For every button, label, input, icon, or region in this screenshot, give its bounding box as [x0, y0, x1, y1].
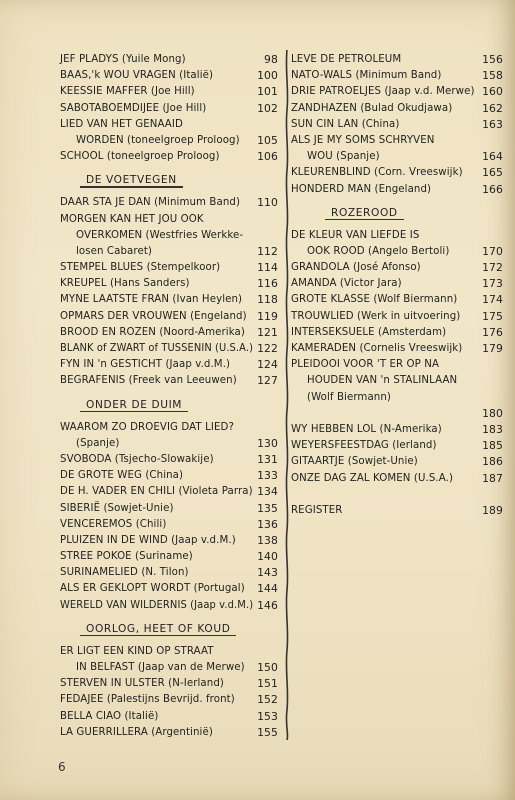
entry-page-number: 119: [257, 309, 278, 323]
entry-title: HOUDEN VAN 'n STALINLAAN: [307, 375, 458, 387]
toc-entry[interactable]: [291, 357, 503, 373]
entry-page-number: 158: [482, 69, 503, 83]
entry-page-number: 186: [482, 455, 503, 469]
toc-entry[interactable]: [60, 565, 278, 581]
entry-title: INTERSEKSUELE (Amsterdam): [291, 326, 447, 338]
entry-title: BLANK of ZWART of TUSSENIN (U.S.A.): [60, 343, 254, 354]
entry-title: IN BELFAST (Jaap van de Merwe): [76, 662, 245, 673]
entry-page-number: 166: [482, 182, 503, 196]
toc-entry[interactable]: [60, 195, 278, 211]
entry-page-number: 150: [257, 661, 278, 674]
toc-entry[interactable]: [60, 357, 278, 373]
entry-title: ZANDHAZEN (Bulad Okudjawa): [291, 102, 453, 114]
toc-entry[interactable]: [60, 52, 278, 68]
section-title: DE VOETVEGEN: [86, 174, 177, 187]
entry-page-number: 124: [257, 358, 278, 372]
entry-title: REGISTER: [291, 504, 343, 516]
entry-title: LA GUERRILLERA (Argentinië): [60, 726, 213, 738]
entry-title: SABOTABOEMDIJEE (Joe Hill): [60, 102, 207, 114]
entry-page-number: 176: [482, 325, 503, 339]
entry-page-number: 173: [482, 277, 503, 291]
entry-title: HONDERD MAN (Engeland): [291, 183, 432, 195]
entry-page-number: 131: [257, 452, 278, 466]
entry-title: BELLA CIAO (Italië): [60, 710, 159, 722]
section-underline: [325, 219, 404, 221]
toc-entry[interactable]: [291, 101, 503, 117]
entry-title: (Wolf Biermann): [307, 391, 391, 403]
toc-entry[interactable]: [60, 133, 278, 149]
toc-entry[interactable]: [60, 725, 278, 741]
entry-page-number: 105: [257, 133, 278, 147]
entry-title: TROUWLIED (Werk in uitvoering): [291, 310, 461, 322]
entry-title: STEMPEL BLUES (Stempelkoor): [60, 262, 221, 274]
entry-page-number: 172: [482, 261, 503, 275]
entry-title: SURINAMELIED (N. Tilon): [60, 567, 189, 579]
toc-entry[interactable]: [291, 117, 503, 133]
entry-page-number: 146: [257, 598, 278, 612]
section-title: ROZEROOD: [331, 206, 398, 219]
toc-entry[interactable]: [60, 484, 278, 500]
toc-entry[interactable]: [60, 692, 278, 708]
entry-page-number: 155: [257, 725, 278, 739]
entry-page-number: 106: [257, 150, 278, 164]
entry-page-number: 144: [257, 582, 278, 596]
entry-page-number: 165: [482, 166, 503, 180]
toc-entry[interactable]: [291, 390, 503, 406]
entry-page-number: 112: [257, 244, 278, 258]
entry-page-number: 114: [257, 261, 278, 275]
entry-title: NATO-WALS (Minimum Band): [291, 70, 442, 82]
toc-entry[interactable]: [60, 244, 278, 260]
entry-title: SVOBODA (Tsjecho-Slowakije): [60, 453, 214, 465]
entry-page-number: 136: [257, 517, 278, 531]
entry-title: DE GROTE WEG (China): [60, 470, 184, 482]
entry-title: FYN IN 'n GESTICHT (Jaap v.d.M.): [60, 359, 231, 371]
toc-entry[interactable]: [291, 182, 503, 198]
entry-title: BAAS,'k WOU VRAGEN (Italië): [60, 70, 214, 82]
toc-entry[interactable]: [60, 292, 278, 308]
entry-title: KLEURENBLIND (Corn. Vreeswijk): [291, 167, 463, 179]
entry-title: ALS JE MY SOMS SCHRYVEN: [291, 134, 435, 146]
entry-page-number: 116: [257, 277, 278, 291]
entry-title: AMANDA (Victor Jara): [291, 278, 402, 290]
entry-page-number: 102: [257, 101, 278, 115]
entry-page-number: 122: [257, 342, 278, 355]
entry-page-number: 174: [482, 293, 503, 307]
entry-title: WEYERSFEESTDAG (Ierland): [291, 440, 437, 452]
section-title: OORLOG, HEET OF KOUD: [86, 622, 231, 635]
toc-entry[interactable]: [291, 244, 503, 260]
entry-title: STREE POKOE (Suriname): [60, 551, 193, 563]
toc-entry[interactable]: [291, 341, 503, 357]
entry-title: ONZE DAG ZAL KOMEN (U.S.A.): [291, 472, 454, 484]
toc-entry[interactable]: [291, 165, 503, 181]
entry-title: MORGEN KAN HET JOU OOK: [60, 213, 204, 225]
toc-entry[interactable]: [60, 452, 278, 468]
entry-page-number: 153: [257, 709, 278, 723]
entry-title: GITAARTJE (Sowjet-Unie): [291, 456, 418, 468]
entry-title: KREUPEL (Hans Sanders): [60, 278, 190, 290]
entry-title: DAAR STA JE DAN (Minimum Band): [60, 197, 241, 209]
entry-title: ALS ER GEKLOPT WORDT (Portugal): [60, 583, 245, 595]
toc-entry[interactable]: [60, 117, 278, 133]
entry-page-number: 135: [257, 501, 278, 515]
toc-entry[interactable]: [60, 533, 278, 549]
toc-entry[interactable]: [60, 709, 278, 725]
entry-title: SUN CIN LAN (China): [291, 118, 400, 130]
entry-title: DE H. VADER EN CHILI (Violeta Parra): [60, 486, 253, 498]
entry-page-number: 110: [257, 196, 278, 210]
entry-title: (Spanje): [76, 437, 120, 449]
toc-entry[interactable]: [291, 276, 503, 292]
entry-page-number: 187: [482, 471, 503, 485]
toc-entry[interactable]: [60, 581, 278, 597]
toc-entry[interactable]: [60, 373, 278, 389]
entry-page-number: 175: [482, 309, 503, 323]
toc-entry[interactable]: [60, 598, 278, 614]
toc-entry[interactable]: [60, 549, 278, 565]
toc-entry[interactable]: [60, 276, 278, 292]
toc-entry[interactable]: [291, 503, 503, 519]
entry-page-number: 180: [482, 406, 503, 420]
toc-entry[interactable]: [60, 84, 278, 100]
entry-page-number: 98: [264, 53, 278, 66]
entry-title: ER LIGT EEN KIND OP STRAAT: [60, 645, 214, 657]
toc-entry[interactable]: [291, 309, 503, 325]
entry-title: BROOD EN ROZEN (Noord-Amerika): [60, 326, 245, 338]
toc-entry[interactable]: [291, 260, 503, 276]
toc-entry[interactable]: [60, 101, 278, 117]
toc-entry[interactable]: [291, 133, 503, 149]
entry-title: STERVEN IN ULSTER (N-Ierland): [60, 678, 224, 690]
toc-entry[interactable]: [60, 517, 278, 533]
entry-page-number: 152: [257, 693, 278, 707]
entry-title: BEGRAFENIS (Freek van Leeuwen): [60, 375, 237, 387]
right-column: [291, 52, 503, 519]
entry-title: MYNE LAATSTE FRAN (Ivan Heylen): [60, 294, 243, 306]
column-divider: [284, 50, 290, 740]
entry-page-number: 100: [257, 69, 278, 83]
toc-entry[interactable]: [291, 373, 503, 389]
entry-title: PLUIZEN IN DE WIND (Jaap v.d.M.): [60, 534, 236, 546]
toc-entry[interactable]: [291, 471, 503, 487]
entry-page-number: 151: [257, 677, 278, 691]
section-underline: [80, 411, 188, 413]
section-heading: [60, 390, 278, 420]
entry-title: WOU (Spanje): [307, 151, 380, 163]
entry-title: KEESSIE MAFFER (Joe Hill): [60, 86, 195, 98]
entry-page-number: 185: [482, 439, 503, 453]
toc-entry[interactable]: [291, 84, 503, 100]
toc-entry[interactable]: [60, 309, 278, 325]
entry-page-number: 164: [482, 150, 503, 164]
entry-page-number: 130: [257, 436, 278, 450]
entry-page-number: 133: [257, 469, 278, 483]
toc-entry[interactable]: [291, 325, 503, 341]
entry-page-number: 163: [482, 117, 503, 131]
toc-entry[interactable]: [291, 68, 503, 84]
toc-entry[interactable]: [291, 438, 503, 454]
entry-page-number: 121: [257, 325, 278, 339]
entry-page-number: 134: [257, 485, 278, 499]
entry-title: SIBERIË (Sowjet-Unie): [60, 502, 174, 514]
toc-entry[interactable]: [60, 228, 278, 244]
entry-title: WAAROM ZO DROEVIG DAT LIED?: [60, 421, 234, 433]
entry-title: VENCEREMOS (Chili): [60, 518, 167, 530]
entry-title: WORDEN (toneelgroep Proloog): [76, 134, 240, 146]
entry-title: KAMERADEN (Cornelis Vreeswijk): [291, 343, 463, 354]
toc-entry[interactable]: [60, 676, 278, 692]
section-heading: [60, 614, 278, 644]
entry-title: WY HEBBEN LOL (N-Amerika): [291, 423, 442, 435]
toc-entry[interactable]: [60, 341, 278, 357]
entry-page-number: 118: [257, 293, 278, 307]
entry-title: GRANDOLA (José Afonso): [291, 262, 421, 274]
entry-title: PLEIDOOI VOOR 'T ER OP NA: [291, 359, 440, 371]
entry-title: SCHOOL (toneelgroep Proloog): [60, 151, 220, 163]
toc-entry[interactable]: [60, 260, 278, 276]
toc-entry[interactable]: [60, 660, 278, 676]
entry-page-number: 189: [482, 503, 503, 517]
toc-entry[interactable]: [291, 406, 503, 422]
toc-entry[interactable]: [291, 52, 503, 68]
toc-entry[interactable]: [291, 228, 503, 244]
toc-entry[interactable]: [291, 422, 503, 438]
entry-title: DRIE PATROELJES (Jaap v.d. Merwe): [291, 86, 475, 98]
entry-title: OOK ROOD (Angelo Bertoli): [307, 245, 450, 257]
section-underline: [80, 635, 236, 637]
entry-title: OPMARS DER VROUWEN (Engeland): [60, 310, 247, 322]
entry-title: GROTE KLASSE (Wolf Biermann): [291, 294, 458, 306]
entry-page-number: 156: [482, 53, 503, 66]
entry-title: OVERKOMEN (Westfries Werkke-: [76, 229, 244, 241]
toc-entry[interactable]: [291, 292, 503, 308]
section-heading: [291, 198, 503, 228]
left-column: [60, 52, 278, 741]
spacer: [291, 487, 503, 503]
entry-page-number: 140: [257, 550, 278, 564]
entry-title: DE KLEUR VAN LIEFDE IS: [291, 229, 420, 241]
entry-page-number: 127: [257, 374, 278, 388]
toc-entry[interactable]: [60, 149, 278, 165]
toc-entry[interactable]: [291, 149, 503, 165]
toc-entry[interactable]: [60, 468, 278, 484]
entry-page-number: 170: [482, 244, 503, 258]
entry-title: JEF PLADYS (Yuile Mong): [60, 54, 186, 65]
entry-page-number: 183: [482, 422, 503, 436]
entry-page-number: 162: [482, 101, 503, 115]
toc-entry[interactable]: [60, 212, 278, 228]
entry-title: LEVE DE PETROLEUM: [291, 54, 402, 65]
section-underline: [80, 186, 183, 188]
entry-title: WERELD VAN WILDERNIS (Jaap v.d.M.): [60, 599, 254, 611]
entry-title: LIED VAN HET GENAAID: [60, 118, 183, 130]
toc-entry[interactable]: [60, 501, 278, 517]
entry-page-number: 160: [482, 85, 503, 99]
section-title: ONDER DE DUIM: [86, 398, 183, 411]
toc-entry[interactable]: [60, 644, 278, 660]
entry-title: losen Cabaret): [76, 245, 153, 257]
toc-entry[interactable]: [60, 436, 278, 452]
entry-title: FEDAJEE (Palestijns Bevrijd. front): [60, 694, 235, 706]
toc-entry[interactable]: [60, 68, 278, 84]
entry-page-number: 179: [482, 342, 503, 355]
toc-entry[interactable]: [60, 325, 278, 341]
entry-page-number: 143: [257, 566, 278, 580]
entry-page-number: 138: [257, 533, 278, 547]
section-heading: [60, 165, 278, 195]
toc-entry[interactable]: [291, 454, 503, 470]
entry-page-number: 101: [257, 85, 278, 99]
toc-entry[interactable]: [60, 420, 278, 436]
page-number: 6: [58, 760, 66, 774]
